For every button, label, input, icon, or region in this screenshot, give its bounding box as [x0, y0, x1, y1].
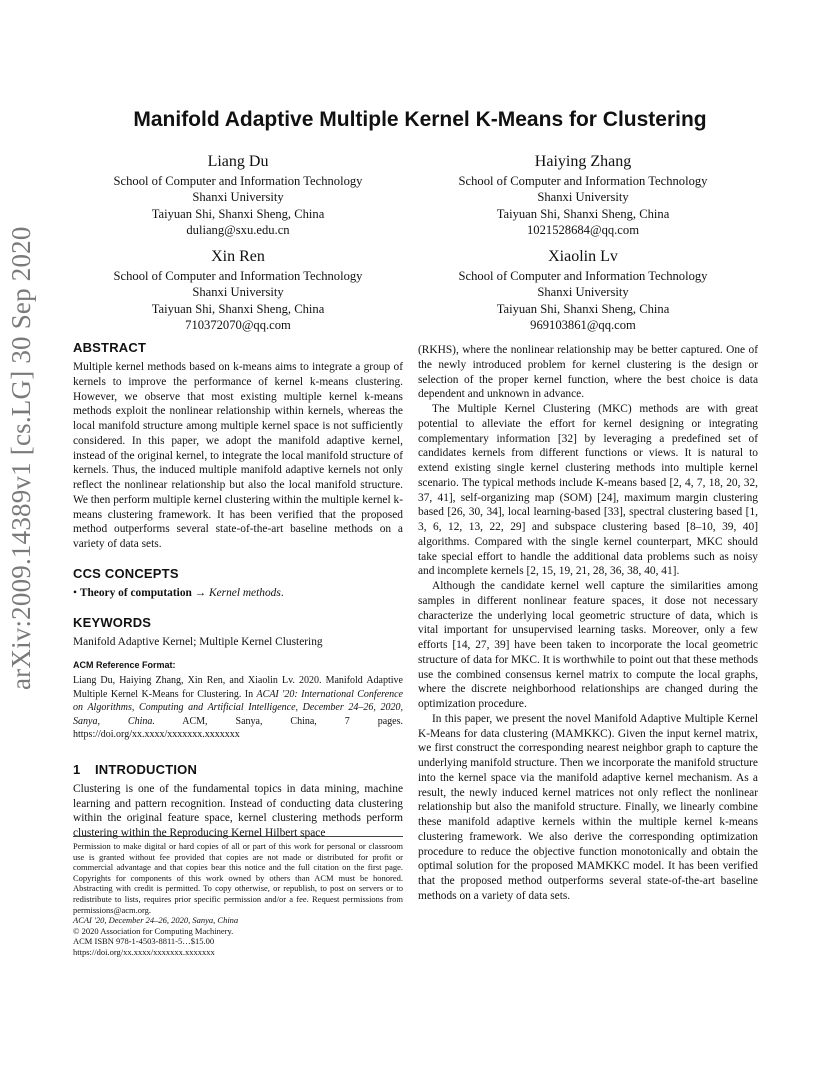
- author-name: Xiaolin Lv: [548, 248, 618, 265]
- author-university: Shanxi University: [192, 190, 284, 205]
- author-university: Shanxi University: [537, 190, 629, 205]
- author-block-1: [73, 152, 403, 238]
- reference-authors: Liang Du, Haiying Zhang, Xin Ren, and Xiaolin Lv. 2020. Manifold Adaptive Multiple Kernel K-Means for Clustering. In: [73, 675, 403, 700]
- author-university: Shanxi University: [192, 285, 284, 300]
- ccs-category: Theory of computation: [79, 586, 192, 599]
- author-email: 969103861@qq.com: [530, 317, 636, 332]
- author-university: Shanxi University: [537, 285, 629, 300]
- author-affiliation: School of Computer and Information Technology: [458, 174, 708, 188]
- author-location: Taiyuan Shi, Shanxi Sheng, China: [496, 206, 670, 221]
- copyright-line: © 2020 Association for Computing Machinery.: [73, 925, 234, 936]
- author-name: Haiying Zhang: [534, 153, 632, 170]
- author-email: duliang@sxu.edu.cn: [186, 222, 290, 237]
- author-affiliation: School of Computer and Information Technology: [458, 269, 708, 283]
- introduction-heading: [73, 762, 403, 778]
- reference-details: ACM, Sanya, China, 7 pages. https://doi.org/xx.xxxx/xxxxxxx.xxxxxxx: [73, 715, 404, 741]
- arxiv-identifier-stamp: arXiv:2009.14389v1 [cs.LG] 30 Sep 2020: [6, 226, 36, 690]
- abstract-heading: ABSTRACT: [73, 340, 147, 355]
- author-affiliation: School of Computer and Information Technology: [113, 269, 363, 283]
- acm-reference-heading: ACM Reference Format:: [73, 660, 176, 671]
- intro-paragraph-1-end: (RKHS), where the nonlinear relationship may be better captured. One of the newly introduced problem for kernel clustering is the design or selection of the proper kernel function, where the best choice is data dependent and unknown in advance.: [418, 344, 758, 401]
- author-name: Xin Ren: [211, 248, 265, 265]
- author-block-2: [418, 152, 748, 238]
- author-location: Taiyuan Shi, Shanxi Sheng, China: [151, 301, 325, 316]
- ccs-concepts: [73, 586, 403, 601]
- author-block-3: [73, 247, 403, 333]
- ccs-heading: CCS CONCEPTS: [73, 565, 179, 581]
- keywords-text: Manifold Adaptive Kernel; Multiple Kernel Clustering: [73, 635, 323, 648]
- intro-paragraph-3: Although the candidate kernel well capture the similarities among samples in different nonlinear feature spaces, it dose not necessary characterize the underlying local geometric structure of data, which is vital important for unsupervised learning tasks. Moreover, only a few efforts [14, 27, 39] have been taken to incorporate the local geometric structure of data for MKC. It is worthwhile to point out that these methods use the combined consensus kernel matrix to compute the local graphs, where the discrete neighborhood relationships are changed during the optimization procedure.: [418, 580, 758, 710]
- author-email: 1021528684@qq.com: [527, 222, 639, 237]
- copyright-footnote: [73, 841, 403, 958]
- paper-title: Manifold Adaptive Multiple Kernel K-Means for Clustering: [133, 108, 707, 131]
- author-location: Taiyuan Shi, Shanxi Sheng, China: [496, 301, 670, 316]
- section-title: INTRODUCTION: [95, 761, 198, 777]
- section-number: 1: [73, 761, 81, 777]
- doi-line: https://doi.org/xx.xxxx/xxxxxxx.xxxxxxx: [73, 946, 215, 957]
- isbn-line: ACM ISBN 978-1-4503-8811-5…$15.00: [73, 936, 215, 947]
- footnote-divider: [73, 836, 403, 837]
- left-column: [73, 340, 403, 841]
- bullet-glyph: •: [73, 586, 77, 599]
- keywords-heading: KEYWORDS: [73, 614, 152, 630]
- author-block-4: [418, 247, 748, 333]
- arrow-glyph: →: [194, 586, 207, 599]
- author-name: Liang Du: [207, 153, 269, 170]
- author-location: Taiyuan Shi, Shanxi Sheng, China: [151, 206, 325, 221]
- intro-paragraph-2: The Multiple Kernel Clustering (MKC) methods are with great potential to alleviate the effort for kernel designing or integrating complementary information [32] by leveraging a predefined set of candidates kernels from different functions or views. It is natural to extend existing single kernel clustering methods into multiple kernel scenario. The typical methods include K-means based [2, 4, 7, 18, 20, 32, 37, 41], self-organizing map (SOM) [24], maximum margin clustering based [26, 30, 34], local learning-based [33], spectral clustering based [1, 3, 6, 12, 13, 22, 29] and subspace clustering based [8–10, 39, 40] algorithms. Compared with the single kernel counterpart, MKC should take special effort to handle the additional data problems such as noisy and incomplete kernels [2, 15, 19, 21, 28, 36, 38, 40, 41].: [418, 403, 758, 578]
- author-affiliation: School of Computer and Information Technology: [113, 174, 363, 188]
- conference-line: ACAI '20, December 24–26, 2020, Sanya, China: [73, 915, 239, 926]
- acm-reference-text: [73, 674, 403, 742]
- reference-venue: ACAI '20: International Conference on Algorithms, Computing and Artificial Intelligence, December 24–26, 2020, Sanya, China.: [73, 688, 403, 727]
- ccs-period: .: [280, 586, 284, 599]
- intro-paragraph-1-start: Clustering is one of the fundamental topics in data mining, machine learning and pattern recognition. Instead of conducting data clustering within the original feature space, kernel clustering methods perform clustering within the Reproducing Kernel Hilbert space: [73, 782, 403, 840]
- ccs-concept: Kernel methods: [208, 586, 281, 599]
- author-email: 710372070@qq.com: [185, 317, 291, 332]
- abstract-text: Multiple kernel methods based on k-means aims to integrate a group of kernels to improve the performance of kernel k-means clustering. However, we observe that most existing multiple kernel k-means methods exploit the nonlinear relationship within kernels, whereas the local manifold structure among multiple kernel space is not sufficiently considered. In this paper, we adopt the manifold adaptive kernel, instead of the original kernel, to integrate the local manifold structure of kernels. Thus, the induced multiple manifold adaptive kernels not only reflect the nonlinear relationship but also the local manifold structure. We then perform multiple kernel clustering within the multiple kernel k-means clustering framework. It has been verified that the proposed method outperforms several state-of-the-art baseline methods on a variety of data sets.: [73, 361, 403, 550]
- permission-notice: Permission to make digital or hard copies of all or part of this work for personal or classroom use is granted without fee provided that copies are not made or distributed for profit or commercial advantage and that copies bear this notice and the full citation on the first page. Copyrights for components of this work owned by others than ACM must be honored. Abstracting with credit is permitted. To copy otherwise, or republish, to post on servers or to redistribute to lists, requires prior specific permission and/or a fee. Request permissions from permissions@acm.org.: [73, 841, 403, 915]
- intro-paragraph-4: In this paper, we present the novel Manifold Adaptive Multiple Kernel K-Means for data clustering (MAMKKC). Given the input kernel matrix, we first construct the corresponding nearest neighbor graph to capture the underlying manifold structure. Then we incorporate the manifold structure into the kernel space via the manifold adaptive kernel mechanism. As a result, the newly induced kernel matrices not only reflect the nonlinear relationship but also the manifold structure. Finally, we linearly combine these manifold adaptive kernels within the multiple kernel k-means clustering framework. We also derive the corresponding optimization procedure to reduce the objective function monotonically and obtain the optimal solution for the proposed MAMKKC model. It has been verified that the proposed method outperforms several state-of-the-art baseline methods on a variety of data sets.: [418, 712, 758, 902]
- right-column: [418, 343, 758, 904]
